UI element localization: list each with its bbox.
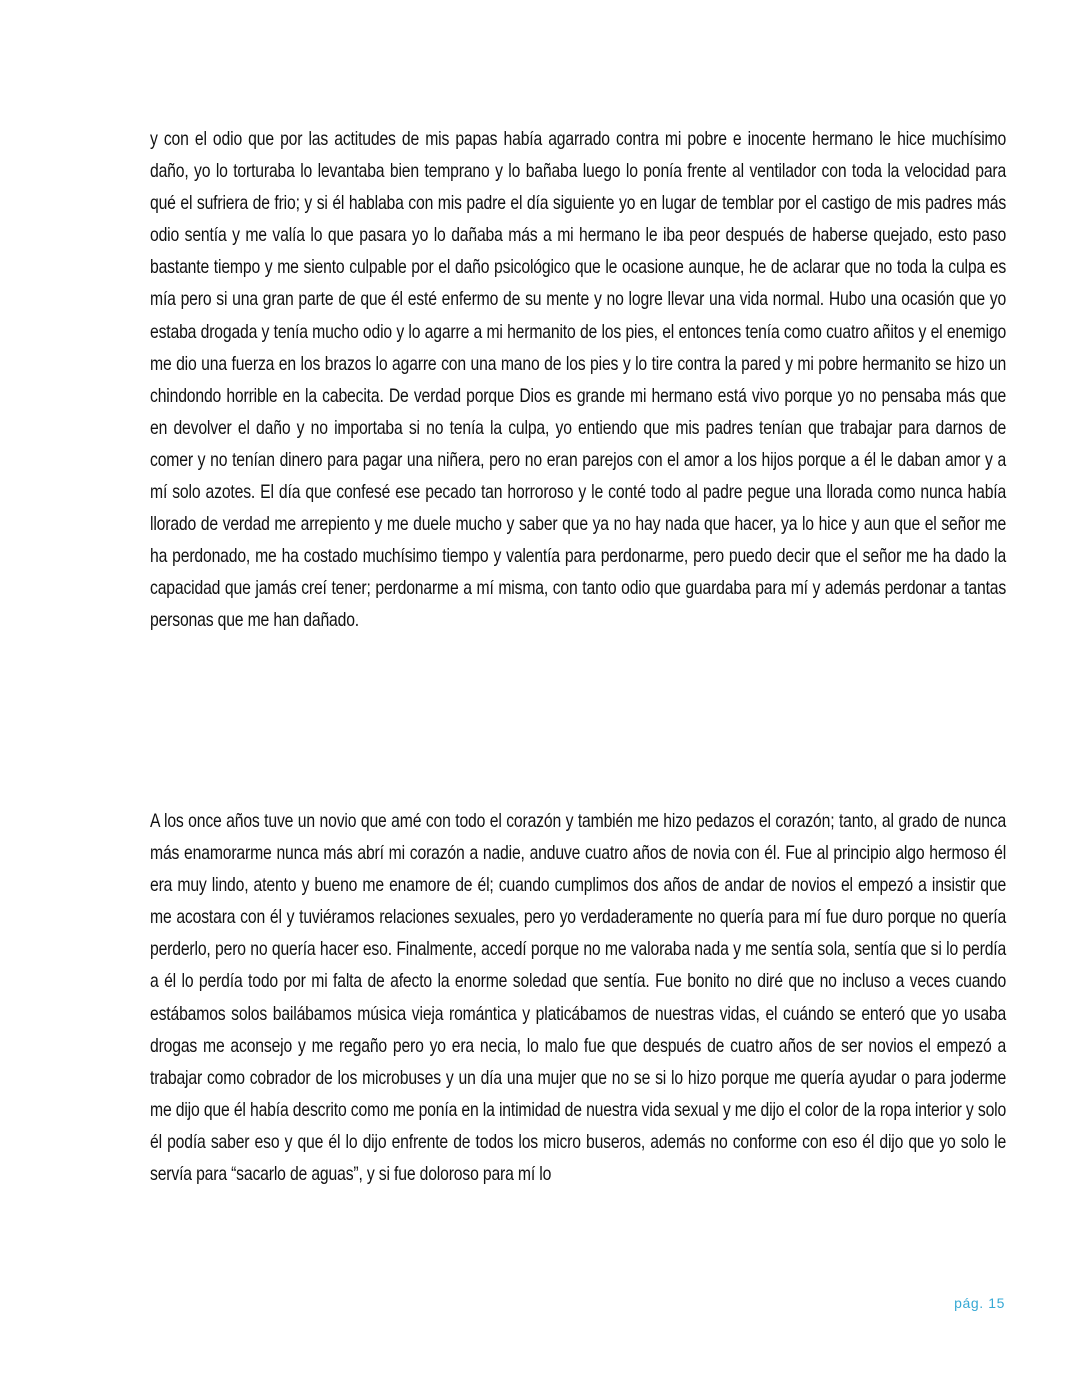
body-paragraph-2: A los once años tuve un novio que amé con todo el corazón y también me hizo pedazos el corazón; tanto, al grado de nunca más enamorarme nunca más abrí mi corazón a nadie, anduve cuatro años de novia con él. Fue al principio algo hermoso él era muy lindo, atento y bueno me enamore de él; cuando cumplimos dos años de andar de novios el empezó a insistir que me acostara con él y tuviéramos relaciones sexuales, pero yo verdaderamente no quería para mí fue duro porque no quería perderlo, pero no quería hacer eso. Finalmente, accedí porque no me valoraba nada y me sentía sola, sentía que si lo perdía a él lo perdía todo por mi falta de afecto la enorme soledad que sentía. Fue bonito no diré que no incluso a veces cuando estábamos solos bailábamos música vieja romántica y platicábamos de nuestras vidas, el cuándo se enteró que yo usaba drogas me aconsejo y me regaño pero yo era necia, lo malo fue que después de cuatro años de ser novios el empezó a trabajar como cobrador de los microbuses y un día una mujer que no se si lo hizo porque me quería ayudar o para joderme me dijo que él había descrito como me ponía en la intimidad de nuestra vida sexual y me dijo el color de la ropa interior y solo él podía saber eso y que él lo dijo enfrente de todos los micro buseros, además no conforme con eso él dijo que yo solo le servía para “sacarlo de aguas”, y si fue doloroso para mí lo — [150, 811, 1007, 1186]
body-paragraph-1: y con el odio que por las actitudes de mis papas había agarrado contra mi pobre e inocente hermano le hice muchísimo daño, yo lo torturaba lo levantaba bien temprano y lo bañaba luego lo ponía frente al ventilador con toda la velocidad para qué el sufriera de frio; y si él hablaba con mis padre el día siguiente yo en lugar de temblar por el castigo de mis padres más odio sentía y me valía lo que pasara yo lo dañaba más a mi hermano le iba peor después de haberse quejado, esto paso bastante tiempo y me siento culpable por el daño psicológico que le ocasione aunque, he de aclarar que no toda la culpa es mía pero si una gran parte de que él esté enfermo de su mente y no logre llevar una vida normal. Hubo una ocasión que yo estaba drogada y tenía mucho odio y lo agarre a mi hermanito de los pies, el entonces tenía como cuatro añitos y el enemigo me dio una fuerza en los brazos lo agarre con una mano de los pies y lo tire contra la pared y mi pobre hermanito se hizo un chindondo horrible en la cabecita. De verdad porque Dios es grande mi hermano está vivo porque yo no pensaba más que en devolver el daño y no importaba si no tenía la culpa, yo entiendo que mis padres tenían que trabajar para darnos de comer y no tenían dinero para pagar una niñera, pero no eran parejos con el amor a los hijos porque a él le daban amor y a mí solo azotes. El día que confesé ese pecado tan horroroso y le conté todo al padre pegue una llorada como nunca había llorado de verdad me arrepiento y me duele mucho y saber que ya no hay nada que hacer, ya lo hice y aun que el señor me ha perdonado, me ha costado muchísimo tiempo y valentía para perdonarme, pero puedo decir que el señor me ha dado la capacidad que jamás creí tener; perdonarme a mí misma, con tanto odio que guardaba para mí y además perdonar a tantas personas que me han dañado. — [150, 129, 1007, 632]
page-number: pág. 15 — [954, 1295, 1005, 1311]
